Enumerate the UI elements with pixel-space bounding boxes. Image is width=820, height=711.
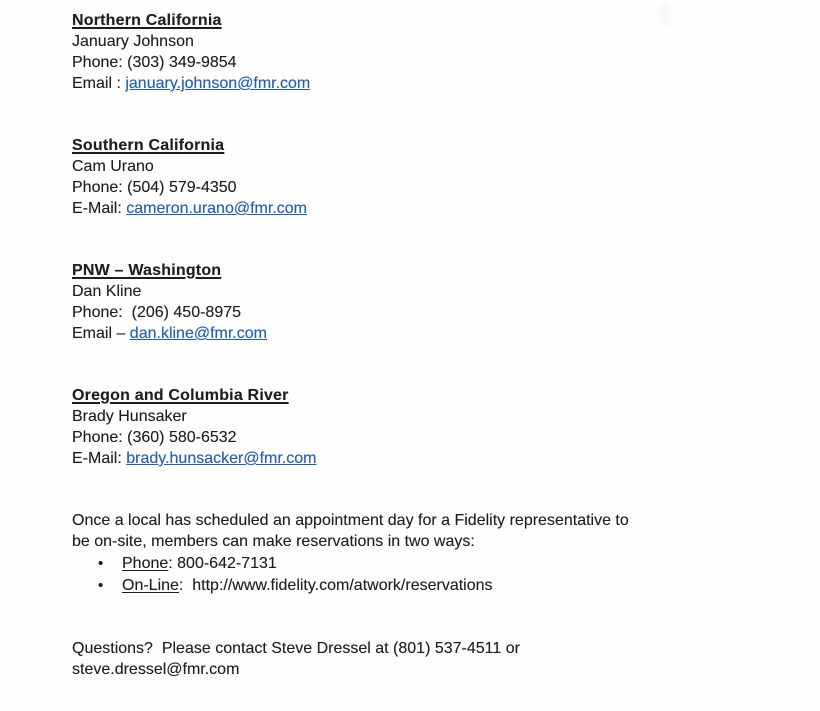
email-link[interactable]: january.johnson@fmr.com [125,75,311,92]
bullet-text [122,553,277,575]
phone-label: Phone: [72,304,132,321]
email-label: Email : [72,75,126,92]
email-link[interactable]: brady.hunsacker@fmr.com [126,450,317,467]
region-heading: Oregon and Columbia River [72,387,289,404]
contact-block-northern-california [72,10,780,94]
contact-email-line [72,198,780,219]
bullet-text [122,575,493,597]
list-item [72,553,780,575]
contact-email-line [72,323,780,344]
phone-number: (206) 450-8975 [131,304,242,321]
email-link[interactable]: dan.kline@fmr.com [129,325,267,342]
paragraph-line: be on-site, members can make reservations in two ways: [72,533,475,550]
phone-method-label: Phone [122,555,169,572]
email-label: E-Mail: [72,200,127,217]
contact-phone-line [72,427,780,448]
bullet-icon: • [98,577,104,594]
contact-name: Dan Kline [72,283,142,300]
phone-number: (504) 579-4350 [127,179,237,196]
reservation-methods-list [72,553,780,597]
contact-phone-line [72,177,780,198]
email-label: E-Mail: [72,450,127,467]
questions-line: Questions? Please contact Steve Dressel at (801) 537-4511 or [72,640,520,657]
online-method-label: On-Line [122,577,179,594]
list-item [72,575,780,597]
email-label: Email – [72,325,130,342]
scan-artifact [658,4,672,26]
region-heading: Northern California [72,12,222,29]
separator: : [168,555,178,572]
contact-name: Cam Urano [72,158,154,175]
email-link[interactable]: cameron.urano@fmr.com [126,200,307,217]
contact-block-oregon-columbia-river [72,385,780,469]
phone-label: Phone: [72,429,128,446]
phone-number: (360) 580-6532 [127,429,237,446]
reservations-paragraph [72,510,780,552]
bullet-icon: • [98,555,104,572]
contact-name: January Johnson [72,33,194,50]
contact-block-southern-california [72,135,780,219]
phone-label: Phone: [72,179,128,196]
phone-method-value: 800-642-7131 [177,555,277,572]
contact-name: Brady Hunsaker [72,408,187,425]
questions-email: steve.dressel@fmr.com [72,661,240,678]
separator: : [178,577,193,594]
questions-section [72,638,780,680]
phone-label: Phone: [72,54,128,71]
paragraph-line: Once a local has scheduled an appointment day for a Fidelity representative to [72,512,629,529]
region-heading: Southern California [72,137,225,154]
region-heading: PNW – Washington [72,262,222,279]
contact-phone-line [72,302,780,323]
contact-phone-line [72,52,780,73]
phone-number: (303) 349-9854 [127,54,237,71]
online-method-url: http://www.fidelity.com/atwork/reservations [192,577,493,594]
contact-email-line [72,73,780,94]
contact-block-pnw-washington [72,260,780,344]
contact-email-line [72,448,780,469]
